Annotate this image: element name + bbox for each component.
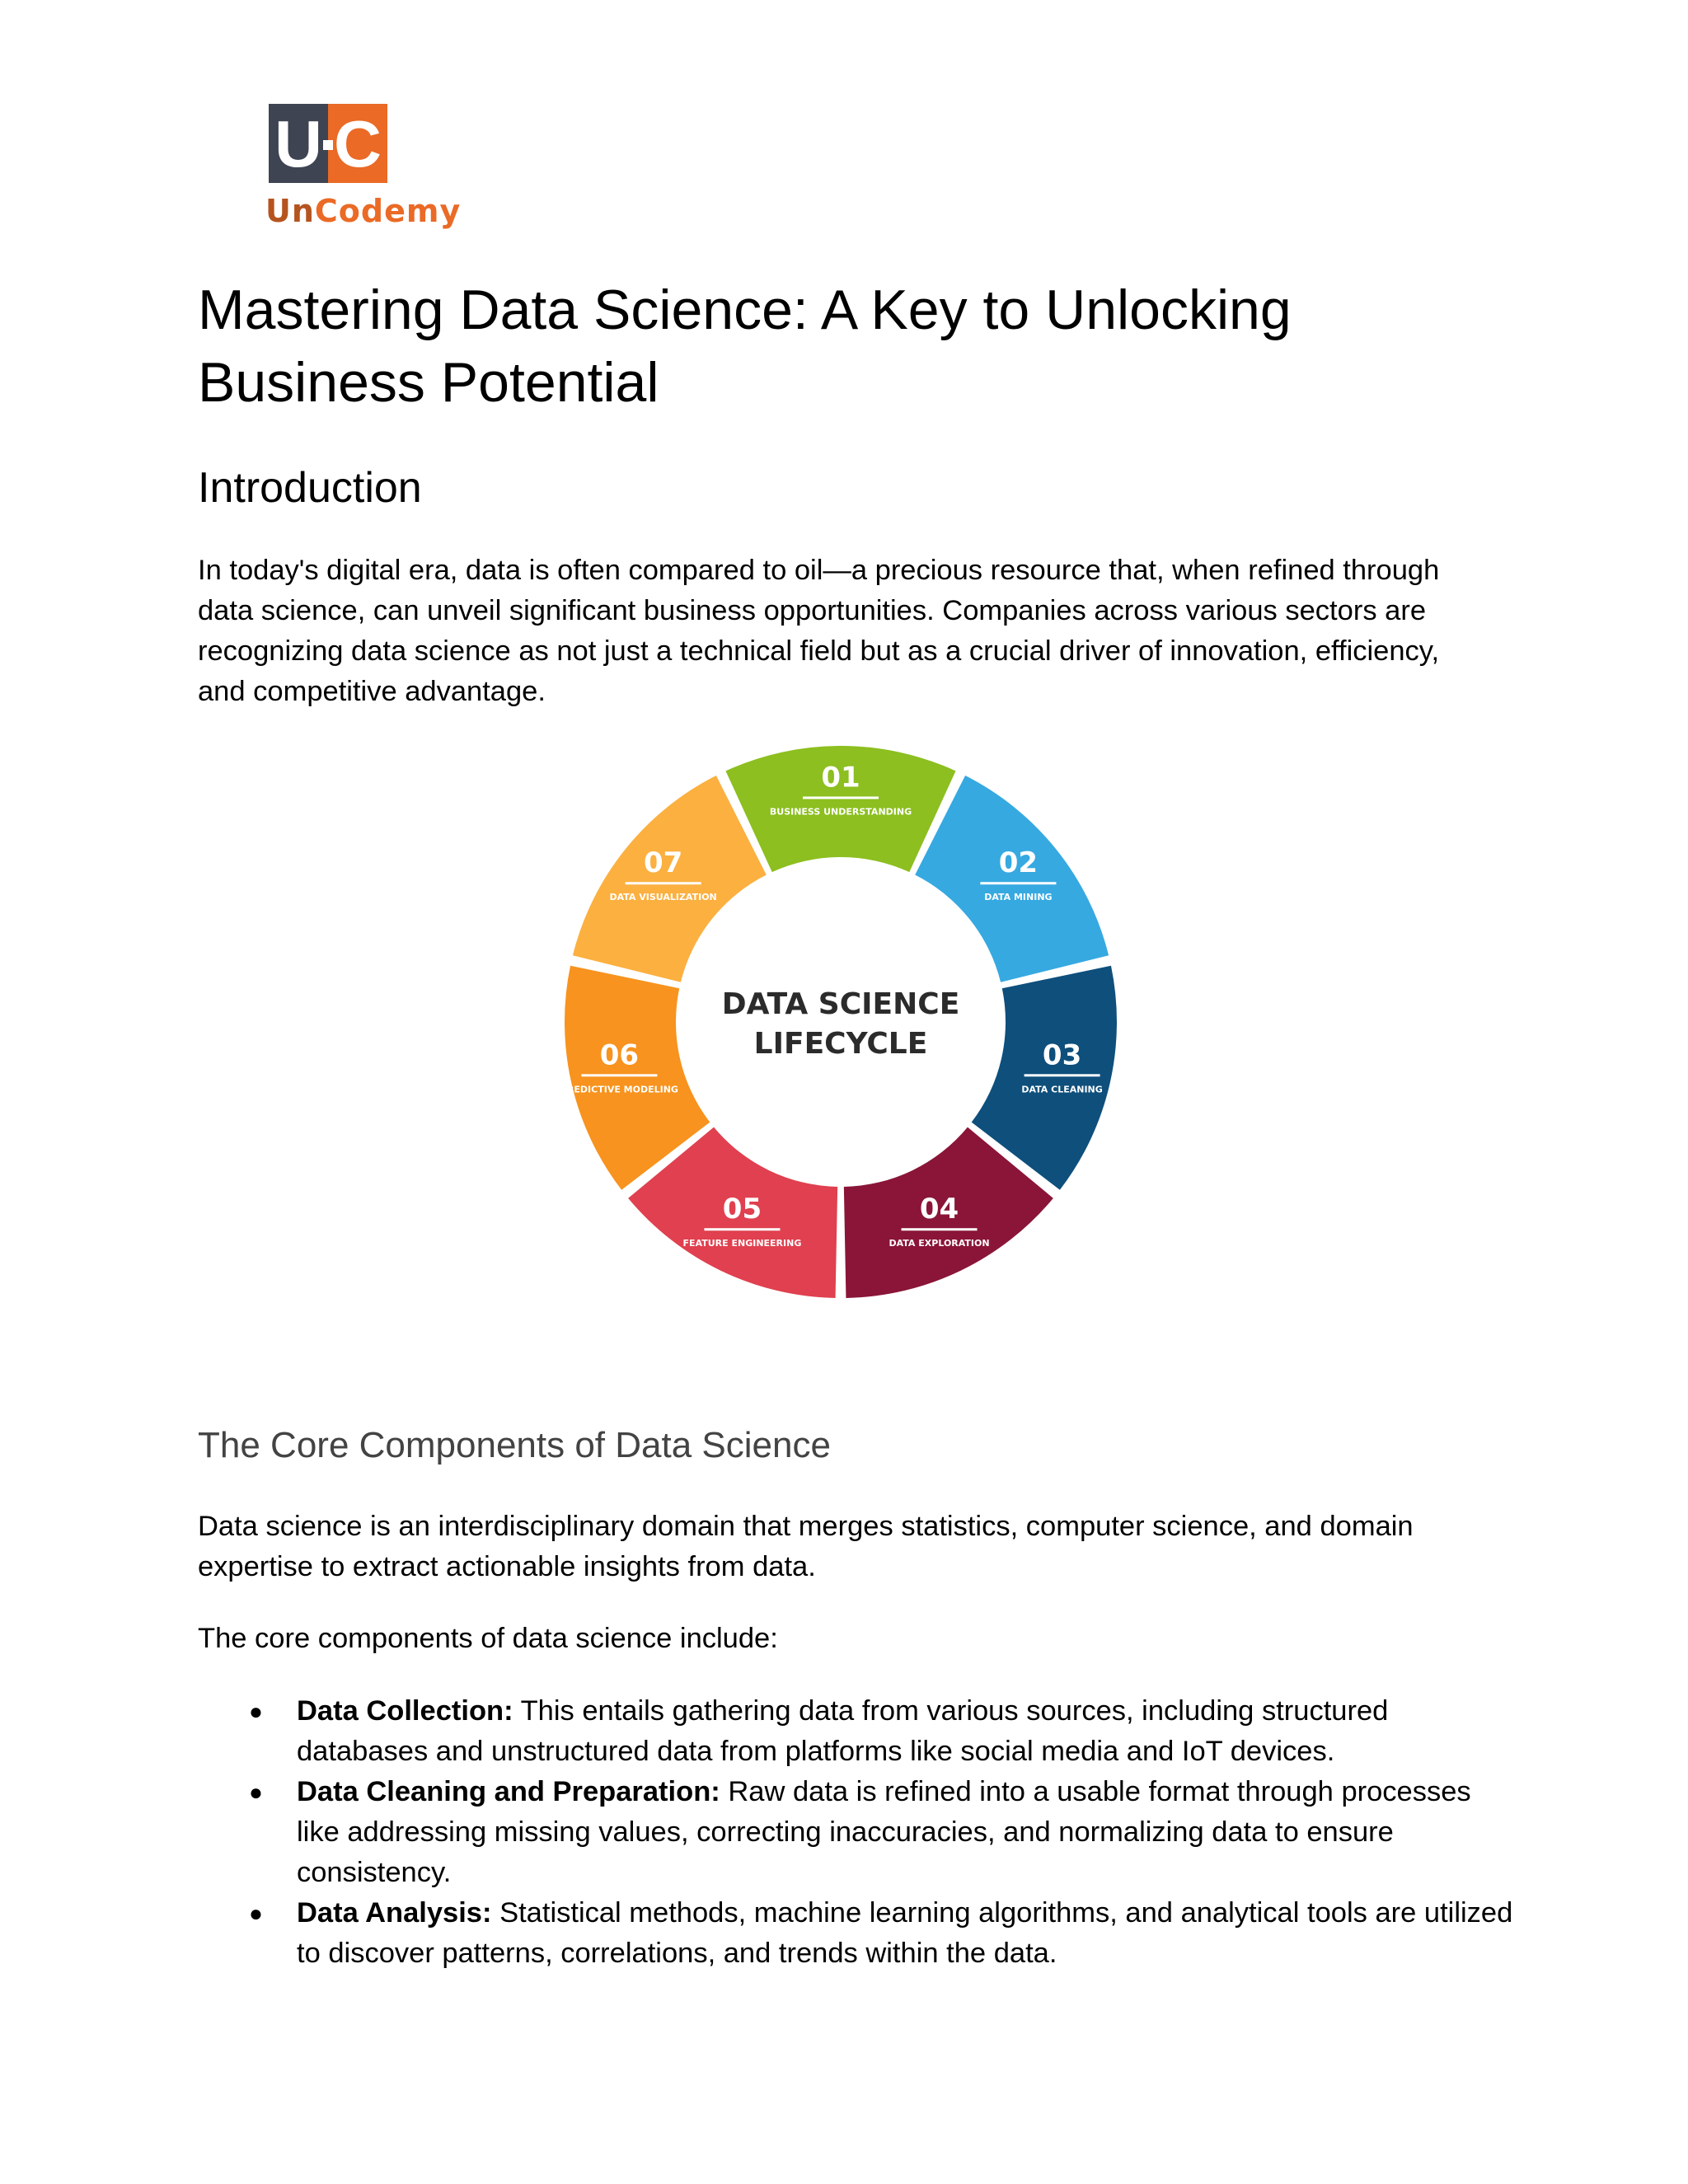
lifecycle-segment-divider <box>902 1228 978 1230</box>
list-item <box>198 1893 1517 1974</box>
data-science-lifecycle-diagram <box>560 742 1121 1302</box>
lifecycle-segment-number: 06 <box>599 1038 640 1072</box>
lifecycle-center-title-line1: DATA SCIENCE <box>721 987 960 1021</box>
lifecycle-segment-number: 07 <box>643 846 683 880</box>
lifecycle-segment-number: 01 <box>821 761 860 794</box>
lifecycle-segment-divider <box>581 1074 657 1076</box>
lifecycle-segment-label: DATA CLEANING <box>1021 1084 1103 1095</box>
introduction-heading: Introduction <box>198 464 422 512</box>
lifecycle-segment-label: BUSINESS UNDERSTANDING <box>769 806 912 818</box>
list-item-term: Data Analysis: <box>297 1897 492 1929</box>
lifecycle-center-title-line2: LIFECYCLE <box>753 1027 928 1061</box>
lifecycle-segment-number: 02 <box>998 846 1039 880</box>
uncodemy-logo-mark <box>269 104 387 183</box>
lifecycle-segment-divider <box>980 882 1056 884</box>
list-item <box>198 1772 1517 1893</box>
bullet-icon: ● <box>249 1900 263 1926</box>
introduction-paragraph: In today's digital era, data is often compared to oil—a precious resource that, when refined through data science, can unveil significant business opportunities. Companies across various sectors are recognizing data science as not just a technical field but as a crucial driver of innovation, efficiency, and competitive advantage. <box>198 555 1440 707</box>
document-title: Mastering Data Science: A Key to Unlocking Business Potential <box>198 279 1292 414</box>
lifecycle-segment-label: DATA EXPLORATION <box>889 1238 990 1249</box>
lifecycle-center-circle <box>701 882 981 1162</box>
lifecycle-segment-divider <box>704 1228 780 1230</box>
bullet-icon: ● <box>249 1779 263 1805</box>
core-components-list-intro: The core components of data science include: <box>198 1623 778 1654</box>
logo-wordmark-part1: Un <box>265 193 315 229</box>
core-components-heading: The Core Components of Data Science <box>198 1425 831 1465</box>
list-item-term: Data Collection: <box>297 1695 513 1727</box>
lifecycle-segment-divider <box>803 797 879 799</box>
lifecycle-segment-divider <box>626 882 701 884</box>
lifecycle-segment-label: FEATURE ENGINEERING <box>682 1238 802 1249</box>
logo-wordmark-part2: Codemy <box>314 193 462 229</box>
core-components-paragraph: Data science is an interdisciplinary domain that merges statistics, computer science, and domain expertise to extract actionable insights from data. <box>198 1511 1414 1582</box>
list-item-term: Data Cleaning and Preparation: <box>297 1776 720 1807</box>
uncodemy-logo <box>265 104 462 229</box>
lifecycle-segment-label: DATA VISUALIZATION <box>609 892 717 903</box>
list-item-text: This entails gathering data from various sources, including structured databases and unstructured data from platforms like social media and IoT devices. <box>297 1695 1389 1767</box>
list-item <box>198 1691 1517 1772</box>
lifecycle-segment-label: DATA MINING <box>984 892 1053 903</box>
lifecycle-segment-number: 05 <box>722 1193 762 1226</box>
lifecycle-segment-divider <box>1025 1074 1100 1076</box>
lifecycle-segment-number: 04 <box>919 1193 959 1226</box>
core-components-list <box>198 1691 1517 1974</box>
list-item-text: Statistical methods, machine learning algorithms, and analytical tools are utilized to discover patterns, correlations, and trends within the data. <box>297 1897 1513 1969</box>
bullet-icon: ● <box>249 1699 263 1724</box>
logo-mark-letter-u: U <box>274 107 322 180</box>
lifecycle-segment-label: PREDICTIVE MODELING <box>560 1084 678 1095</box>
lifecycle-segment-number: 03 <box>1042 1038 1082 1072</box>
list-item-text: Raw data is refined into a usable format through processes like addressing missing values, correcting inaccuracies, and normalizing data to ensure consistency. <box>297 1776 1471 1888</box>
logo-mark-letter-c: C <box>334 107 382 180</box>
logo-wordmark <box>265 193 461 229</box>
